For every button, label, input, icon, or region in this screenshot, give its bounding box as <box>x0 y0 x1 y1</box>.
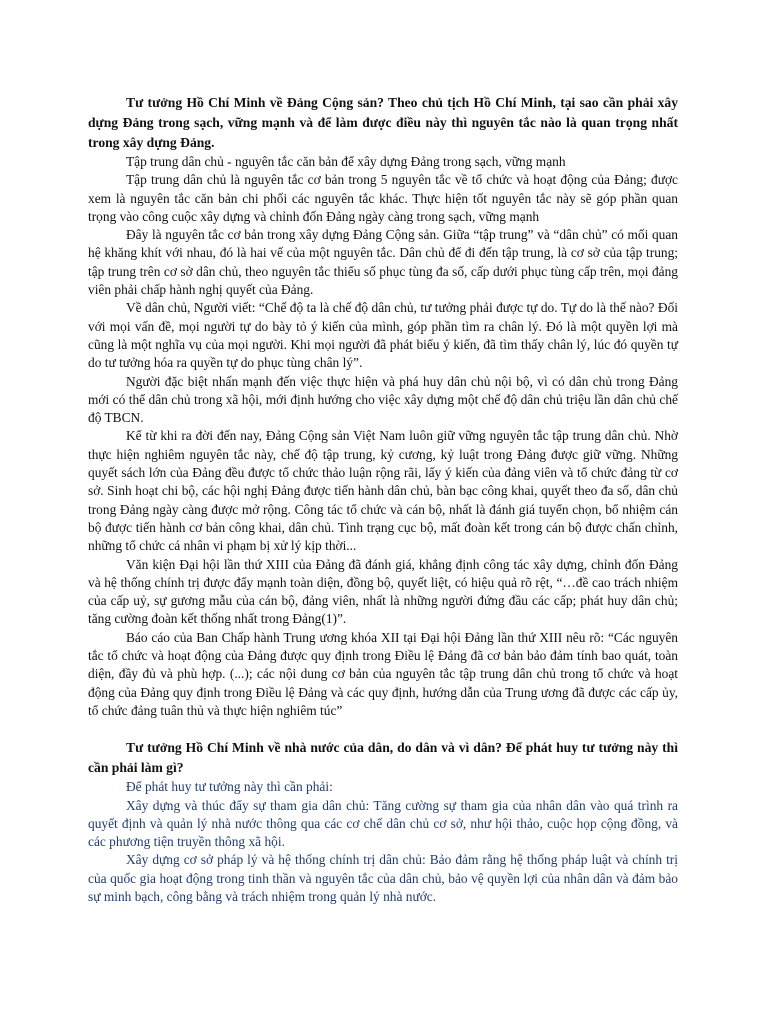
section2-heading: Tư tưởng Hồ Chí Minh về nhà nước của dân, do dân và vì dân? Để phát huy tư tưởng này thì cần phải làm gì? <box>88 740 678 776</box>
section2-paragraph-1: Để phát huy tư tưởng này thì cần phải: <box>126 779 333 795</box>
section1-paragraph-5: Người đặc biệt nhấn mạnh đến việc thực hiện và phá huy dân chủ nội bộ, vì có dân chủ trong Đảng mới có thể dân chủ trong xã hội, mới định hướng cho việc xây dựng một chế độ dân chủ triệu lần dân chủ chế độ TBCN. <box>88 373 678 426</box>
section-spacer <box>88 720 678 738</box>
section1-paragraph-7: Văn kiện Đại hội lần thứ XIII của Đảng đã đánh giá, khẳng định công tác xây dựng, chỉnh đốn Đảng và hệ thống chính trị được đẩy mạnh toàn diện, đồng bộ, quyết liệt, có hiệu quả rõ rệt, “…đề cao trách nhiệm của cấp uỷ, sự gương mẫu của cán bộ, đảng viên, nhất là những người đứng đầu các cấp; phát huy dân chủ; tăng cường đoàn kết thống nhất trong Đảng(1)”. <box>88 556 678 627</box>
section1-paragraph-1: Tập trung dân chủ - nguyên tắc căn bản để xây dựng Đảng trong sạch, vững mạnh <box>126 154 566 169</box>
section1-paragraph-4: Về dân chủ, Người viết: “Chế độ ta là chế độ dân chủ, tư tưởng phải được tự do. Tự do là thế nào? Đối với mọi vấn đề, mọi người tự do bày tỏ ý kiến của mình, góp phần tìm ra chân lý. Đó là một quyền lợi mà cũng là một nghĩa vụ của mọi người. Khi mọi người đã phát biểu ý kiến, đã tìm thấy chân lý, lúc đó quyền tự do tư tưởng hóa ra quyền tự do phục tùng chân lý”. <box>88 300 678 371</box>
section1-paragraph-6: Kể từ khi ra đời đến nay, Đảng Cộng sản Việt Nam luôn giữ vững nguyên tắc tập trung dân chủ. Nhờ thực hiện nghiêm nguyên tắc này, chế độ tập trung, kỷ cương, kỷ luật trong Đảng được giữ vững. Những quyết sách lớn của Đảng đều được tổ chức thảo luận rộng rãi, lấy ý kiến của đảng viên và tổ chức đảng từ cơ sở. Sinh hoạt chi bộ, các hội nghị Đảng được tiến hành dân chủ, bàn bạc công khai, quyết theo đa số, dân chủ trong Đảng ngày càng được mở rộng. Công tác tổ chức và cán bộ, nhất là đánh giá tuyển chọn, bổ nhiệm cán bộ được tiến hành cơ bản công khai, dân chủ. Tình trạng cục bộ, mất đoàn kết trong cán bộ được chấn chỉnh, những tổ chức cá nhân vi phạm bị xử lý kịp thời... <box>88 428 678 554</box>
section2-paragraph-2: Xây dựng và thúc đẩy sự tham gia dân chủ: Tăng cường sự tham gia của nhân dân vào quá trình ra quyết định và quản lý nhà nước thông qua các cơ chế dân chủ cơ sở, như hội thảo, cuộc họp cộng đồng, và các phương tiện truyền thông xã hội. <box>88 797 678 850</box>
document-page <box>88 93 678 906</box>
section1-heading: Tư tưởng Hồ Chí Minh về Đảng Cộng sản? Theo chủ tịch Hồ Chí Minh, tại sao cần phải xây dựng Đảng trong sạch, vững mạnh và để làm được điều này thì nguyên tắc nào là quan trọng nhất trong xây dựng Đảng. <box>88 95 678 150</box>
section1-paragraph-3: Đây là nguyên tắc cơ bản trong xây dựng Đảng Cộng sản. Giữa “tập trung” và “dân chủ” có mối quan hệ khăng khít với nhau, đó là hai vế của một nguyên tắc. Dân chủ để đi đến tập trung, là cơ sở của tập trung; tập trung trên cơ sở dân chủ, theo nguyên tắc thiểu số phục tùng đa số, cấp dưới phục tùng cấp trên, mọi đảng viên phải chấp hành nghị quyết của Đảng. <box>88 227 678 298</box>
section2-paragraph-3: Xây dựng cơ sở pháp lý và hệ thống chính trị dân chủ: Bảo đảm rằng hệ thống pháp luật và chính trị của quốc gia hoạt động trong tinh thần và nguyên tắc của dân chủ, bảo vệ quyền lợi của nhân dân và đảm bảo sự minh bạch, công bằng và trách nhiệm trong quản lý nhà nước. <box>88 852 678 904</box>
section1-paragraph-2: Tập trung dân chủ là nguyên tắc cơ bản trong 5 nguyên tắc về tổ chức và hoạt động của Đảng; được xem là nguyên tắc căn bản chi phối các nguyên tắc khác. Thực hiện tốt nguyên tắc này sẽ góp phần quan trọng vào công cuộc xây dựng và chỉnh đốn Đảng ngày càng trong sạch, vững mạnh <box>88 172 678 224</box>
section1-paragraph-8: Báo cáo của Ban Chấp hành Trung ương khóa XII tại Đại hội Đảng lần thứ XIII nêu rõ: “Các nguyên tắc tổ chức và hoạt động của Đảng được quy định trong Điều lệ Đảng đã cơ bản bảo đảm tính bao quát, toàn diện, đầy đủ và phù hợp. (...); các nội dung cơ bản của nguyên tắc tập trung dân chủ trong tổ chức và hoạt động của Đảng quy định trong Điều lệ Đảng và các quy định, hướng dẫn của Trung ương đã được các cấp ủy, tổ chức đảng tuân thủ và thực hiện nghiêm túc” <box>88 629 678 718</box>
